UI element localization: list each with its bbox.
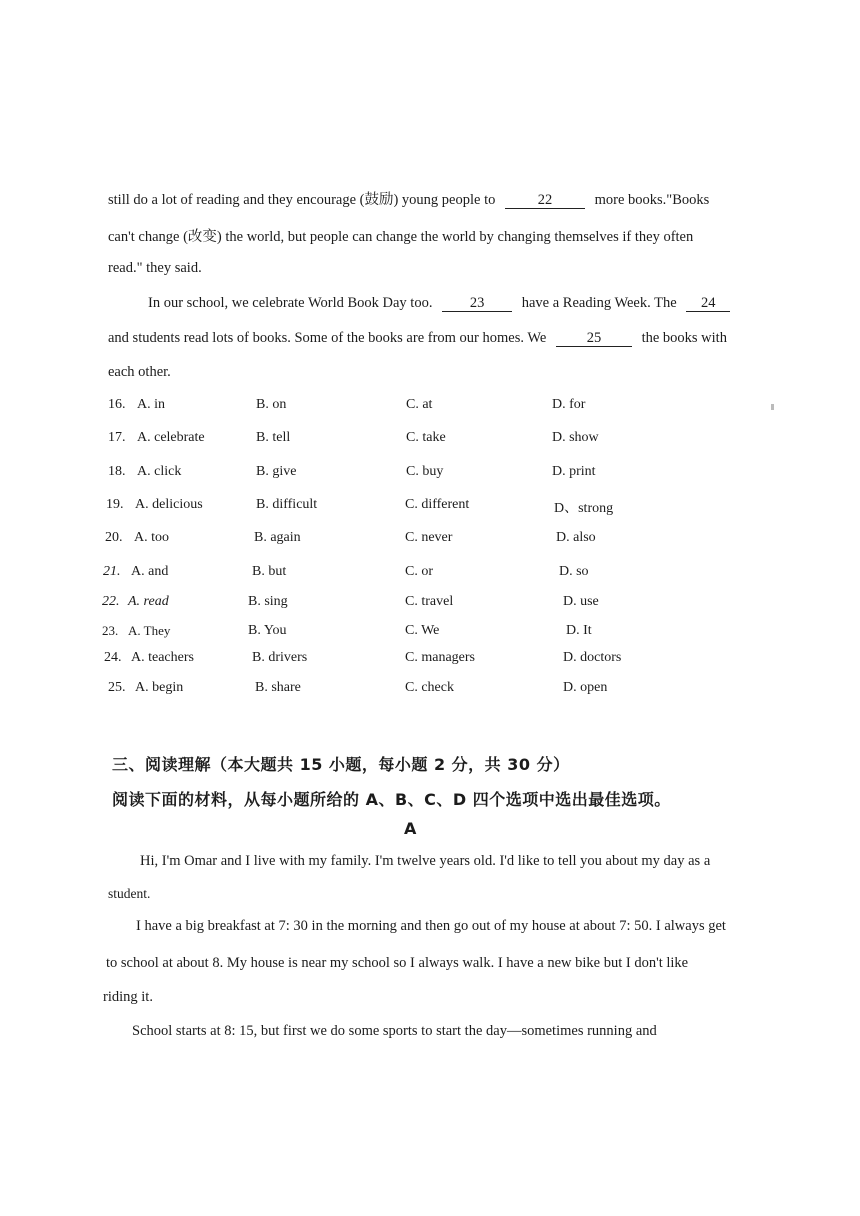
cloze-text: still do a lot of reading and they encourage (鼓励) young people to — [108, 192, 496, 208]
section-instruction: 阅读下面的材料，从每小题所给的 A、B、C、D 四个选项中选出最佳选项。 — [112, 790, 671, 809]
option-d: D. doctors — [563, 650, 622, 665]
question-number: 18. — [108, 464, 126, 479]
question-number: 19. — [106, 497, 124, 512]
scan-speck — [771, 404, 774, 410]
cloze-text: and students read lots of books. Some of the books are from our homes. We — [108, 330, 547, 346]
option-d: D、strong — [554, 501, 614, 516]
cloze-line-6: each other. — [108, 364, 171, 380]
option-c: C. travel — [405, 594, 454, 609]
cloze-line-1 — [108, 188, 709, 209]
option-b: B. You — [248, 623, 287, 638]
blank-25: 25 — [556, 331, 632, 347]
option-c: C. buy — [406, 464, 444, 479]
cloze-text: the books with — [641, 330, 727, 346]
option-c: C. take — [406, 430, 446, 445]
option-c: C. We — [405, 623, 440, 638]
option-d: D. print — [552, 464, 596, 479]
option-d: D. use — [563, 594, 599, 609]
passage-line: riding it. — [103, 989, 153, 1005]
option-a: A. read — [128, 594, 169, 609]
option-c: C. check — [405, 680, 454, 695]
option-a: A. delicious — [135, 497, 203, 512]
option-d: D. so — [559, 564, 589, 579]
cloze-line-3: read." they said. — [108, 260, 202, 276]
option-a: A. They — [128, 623, 171, 638]
option-d: D. for — [552, 397, 586, 412]
section-title: 三、阅读理解（本大题共 15 小题，每小题 2 分，共 30 分） — [112, 755, 570, 774]
passage-line: student. — [108, 886, 151, 901]
option-c: C. never — [405, 530, 453, 545]
question-number: 21. — [103, 564, 121, 579]
blank-23: 23 — [442, 296, 512, 312]
cloze-text: In our school, we celebrate World Book Day too. — [148, 295, 433, 311]
option-b: B. again — [254, 530, 301, 545]
cloze-line-4 — [148, 295, 730, 312]
option-a: A. teachers — [131, 650, 194, 665]
option-b: B. sing — [248, 594, 288, 609]
option-b: B. but — [252, 564, 287, 579]
question-number: 16. — [108, 397, 126, 412]
question-number: 23. — [102, 623, 119, 638]
passage-line: I have a big breakfast at 7: 30 in the morning and then go out of my house at about 7: 50. I always get — [136, 918, 726, 934]
question-number: 17. — [108, 430, 126, 445]
option-a: A. celebrate — [137, 430, 205, 445]
option-d: D. show — [552, 430, 599, 445]
question-number: 20. — [105, 530, 123, 545]
option-c: C. or — [405, 564, 433, 579]
question-number: 24. — [104, 650, 122, 665]
option-b: B. on — [256, 397, 287, 412]
option-c: C. managers — [405, 650, 475, 665]
option-d: D. open — [563, 680, 608, 695]
option-d: D. also — [556, 530, 596, 545]
option-b: B. share — [255, 680, 301, 695]
question-number: 25. — [108, 680, 126, 695]
cloze-line-2: can't change (改变) the world, but people can change the world by changing themselves if they often — [108, 229, 694, 245]
option-b: B. tell — [256, 430, 291, 445]
option-a: A. begin — [135, 680, 184, 695]
question-number: 22. — [102, 594, 120, 609]
blank-22: 22 — [505, 193, 585, 209]
option-b: B. give — [256, 464, 297, 479]
option-b: B. difficult — [256, 497, 318, 512]
option-c: C. different — [405, 497, 470, 512]
passage-label: A — [404, 819, 417, 838]
passage-line: School starts at 8: 15, but first we do some sports to start the day—sometimes running and — [132, 1023, 657, 1039]
cloze-text: have a Reading Week. The — [521, 295, 677, 311]
option-a: A. too — [134, 530, 169, 545]
cloze-text: more books."Books — [594, 192, 710, 208]
option-a: A. click — [137, 464, 182, 479]
cloze-line-5 — [108, 330, 727, 347]
passage-line: to school at about 8. My house is near my school so I always walk. I have a new bike but I don't like — [106, 955, 689, 971]
option-a: A. and — [131, 564, 169, 579]
passage-line: Hi, I'm Omar and I live with my family. I'm twelve years old. I'd like to tell you about my day as a — [140, 853, 711, 869]
option-c: C. at — [406, 397, 433, 412]
option-a: A. in — [137, 397, 165, 412]
option-b: B. drivers — [252, 650, 308, 665]
blank-24: 24 — [686, 296, 730, 312]
option-d: D. It — [566, 623, 592, 638]
